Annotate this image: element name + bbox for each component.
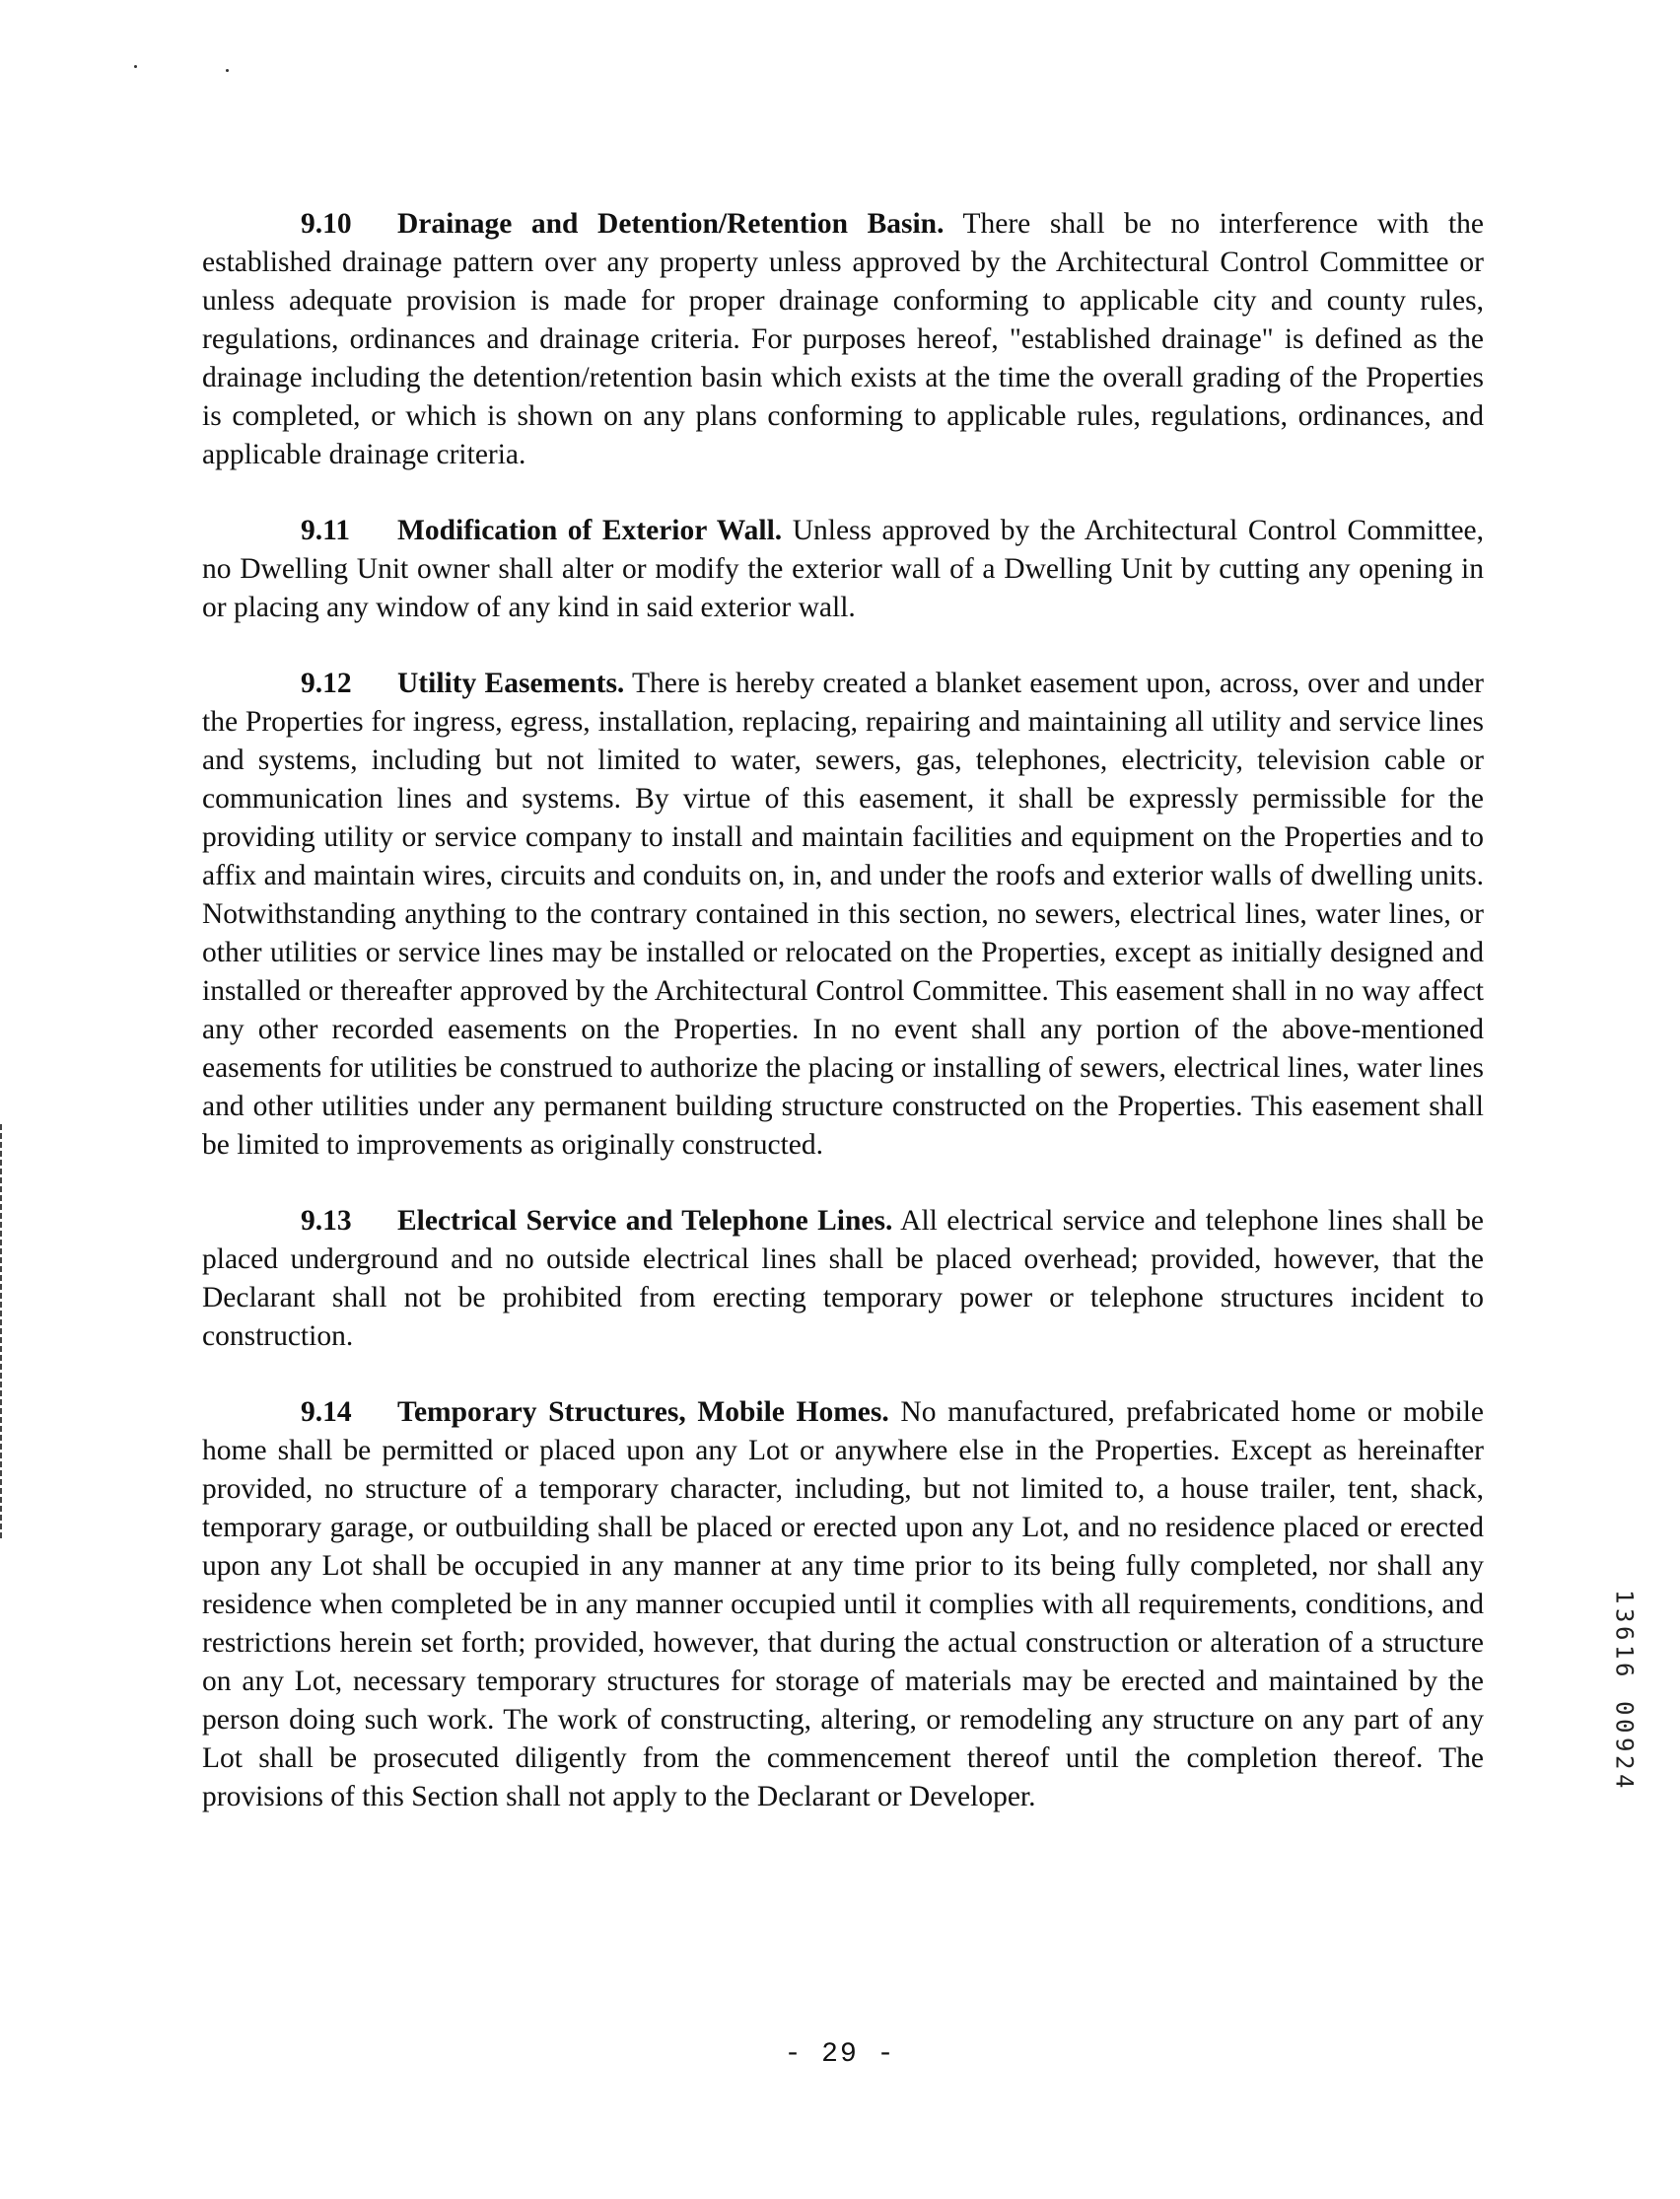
section-heading	[301, 668, 624, 699]
section-title: Electrical Service and Telephone Lines.	[397, 1205, 893, 1237]
stamp-digit: 2	[1610, 1755, 1639, 1770]
stamp-digit: 4	[1610, 1773, 1639, 1788]
stamp-digit: 0	[1610, 1719, 1639, 1734]
section-9-13	[202, 1202, 1484, 1356]
section-heading	[301, 1396, 889, 1428]
section-text: There shall be no interference with the established drainage pattern over any property unless approved by the Architectural Control Committee or unless adequate provision is made for proper drainage conforming to applicable city and county rules, regulations, ordinances and drainage criteria. For purposes hereof, "established drainage" is defined as the drainage including the detention/retention basin which exists at the time the overall grading of the Properties is completed, or which is shown on any plans conforming to applicable rules, regulations, ordinances, and applicable drainage criteria.	[202, 208, 1484, 470]
section-9-12	[202, 665, 1484, 1165]
stamp-digit: 0	[1610, 1700, 1639, 1715]
section-number: 9.12	[301, 668, 352, 699]
section-number: 9.14	[301, 1396, 352, 1428]
section-heading	[301, 1205, 892, 1237]
document-body	[202, 205, 1484, 1854]
section-9-10	[202, 205, 1484, 474]
section-text: No manufactured, prefabricated home or mobile home shall be permitted or placed upon any Lot or anywhere else in the Properties. Except as hereinafter provided, no structure of a temporary character, including, but not limited to, a house trailer, tent, shack, temporary garage, or outbuilding shall be placed or erected upon any Lot, and no residence placed or erected upon any Lot shall be occupied in any manner at any time prior to its being fully completed, nor shall any residence when completed be in any manner occupied until it complies with all requirements, conditions, and restrictions herein set forth; provided, however, that during the actual construction or alteration of a structure on any Lot, necessary temporary structures for storage of materials may be erected and maintained by the person doing such work. The work of constructing, altering, or remodeling any structure on any part of any Lot shall be prosecuted diligently from the commencement thereof until the completion thereof. The provisions of this Section shall not apply to the Declarant or Developer.	[202, 1396, 1485, 1812]
section-9-11	[202, 512, 1484, 627]
page-number: - 29 -	[784, 2039, 896, 2070]
section-title: Modification of Exterior Wall.	[397, 515, 783, 546]
section-text: There is hereby created a blanket easement upon, across, over and under the Properties for ingress, egress, installation, replacing, repairing and maintaining all utility and service lines and systems, including but not limited to water, sewers, gas, telephones, electricity, television cable or communication lines and systems. By virtue of this easement, it shall be expressly permissible for the providing utility or service company to install and maintain facilities and equipment on the Properties and to affix and maintain wires, circuits and conduits on, in, and under the roofs and exterior walls of dwelling units. Notwithstanding anything to the contrary contained in this section, no sewers, electrical lines, water lines, or other utilities or service lines may be installed or relocated on the Properties, except as initially designed and installed or thereafter approved by the Architectural Control Committee. This easement shall in no way affect any other recorded easements on the Properties. In no event shall any portion of the above-mentioned easements for utilities be construed to authorize the placing or installing of sewers, electrical lines, water lines and other utilities under any permanent building structure constructed on the Properties. This easement shall be limited to improvements as originally constructed.	[202, 668, 1484, 1161]
section-title: Utility Easements.	[397, 668, 625, 699]
stamp-digit: 3	[1610, 1607, 1639, 1622]
section-title: Temporary Structures, Mobile Homes.	[397, 1396, 889, 1428]
section-number: 9.10	[301, 208, 352, 240]
stamp-digit: 9	[1610, 1737, 1639, 1751]
stamp-digit: 6	[1610, 1663, 1639, 1677]
recording-stamp	[1610, 1588, 1639, 1790]
stamp-digit: 1	[1610, 1644, 1639, 1659]
stamp-digit: 1	[1610, 1590, 1639, 1604]
section-heading	[301, 515, 782, 546]
section-text: All electrical service and telephone lines shall be placed underground and no outside electrical lines shall be placed overhead; provided, however, that the Declarant shall not be prohibited from erecting temporary power or telephone structures incident to construction.	[202, 1205, 1484, 1352]
scan-edge-mark	[0, 1124, 2, 1538]
section-heading	[301, 208, 944, 240]
section-number: 9.11	[301, 515, 350, 546]
stamp-digit: 6	[1610, 1626, 1639, 1641]
section-text: Unless approved by the Architectural Control Committee, no Dwelling Unit owner shall alter or modify the exterior wall of a Dwelling Unit by cutting any opening in or placing any window of any kind in said exterior wall.	[202, 515, 1484, 623]
section-title: Drainage and Detention/Retention Basin.	[397, 208, 945, 240]
section-number: 9.13	[301, 1205, 352, 1237]
section-9-14	[202, 1393, 1484, 1816]
scan-speck	[134, 65, 137, 68]
scan-speck	[226, 69, 229, 72]
